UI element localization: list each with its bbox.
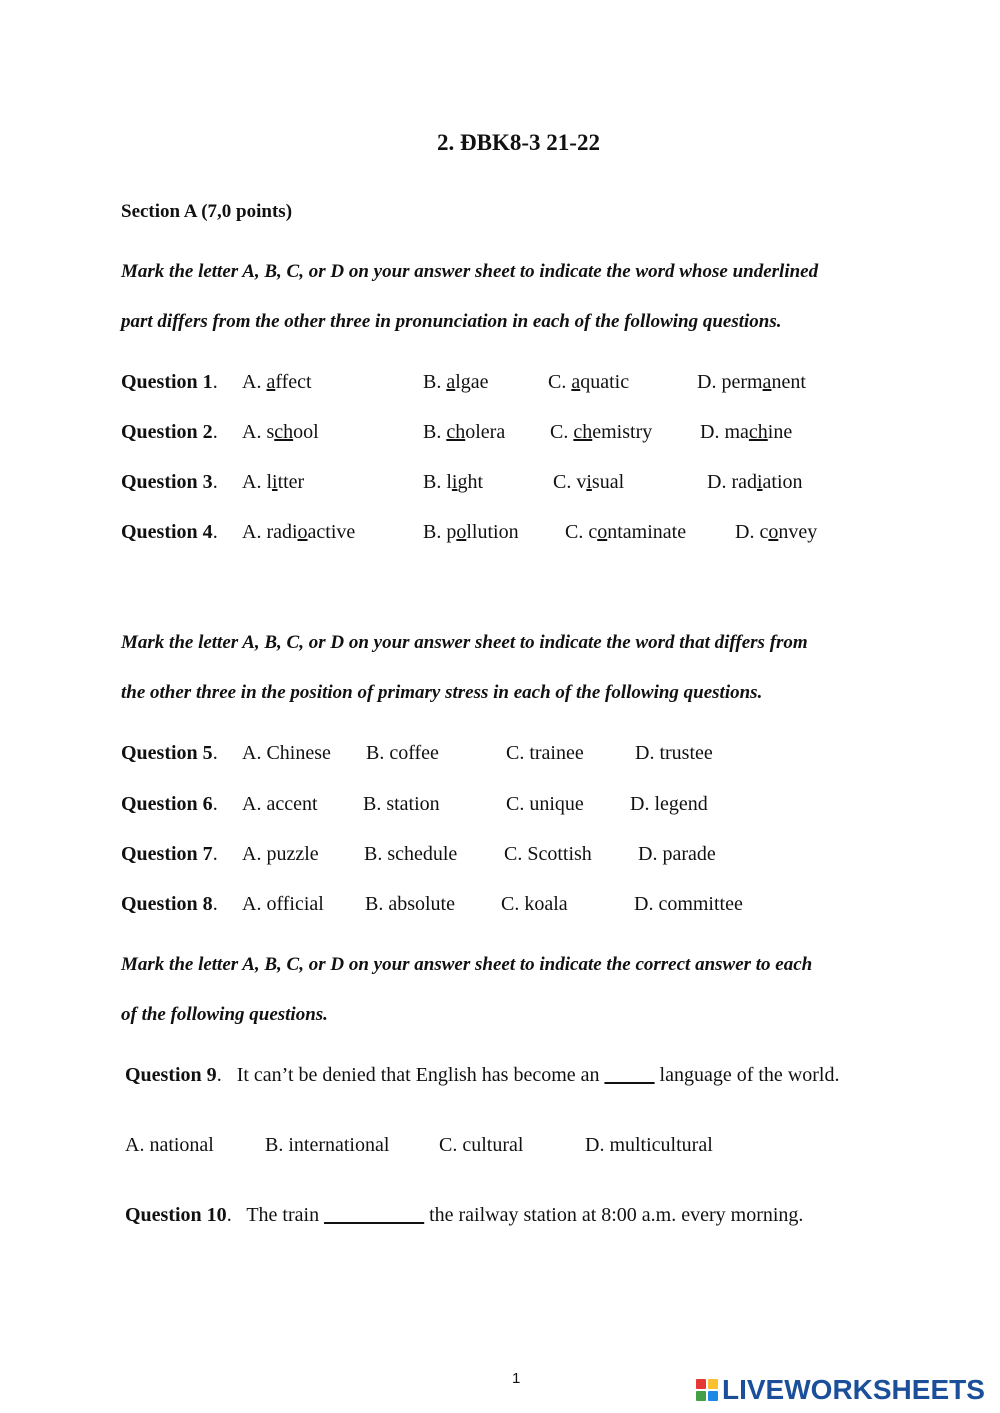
option-b[interactable]: B. international	[265, 1134, 390, 1156]
question-label: Question 6.	[121, 793, 218, 815]
question-label: Question 1.	[121, 371, 218, 393]
option-c[interactable]: C. contaminate	[565, 521, 687, 543]
option-c[interactable]: C. chemistry	[550, 421, 653, 443]
option-b[interactable]: B. coffee	[366, 742, 439, 764]
option-d[interactable]: D. convey	[735, 521, 818, 543]
section-heading: Section A (7,0 points)	[121, 201, 293, 222]
answer-blank: _____	[604, 1064, 655, 1086]
page-title: 2. ĐBK8-3 21-22	[437, 130, 600, 155]
instruction-stress-line-2: the other three in the position of primary stress in each of the following questions.	[121, 682, 763, 703]
instruction-stress-line-1: Mark the letter A, B, C, or D on your answer sheet to indicate the word that differs from	[121, 632, 808, 653]
option-a[interactable]: A. accent	[242, 793, 318, 815]
option-c[interactable]: C. cultural	[439, 1134, 524, 1156]
option-b[interactable]: B. absolute	[365, 893, 455, 915]
option-b[interactable]: B. station	[363, 793, 440, 815]
option-d[interactable]: D. radiation	[707, 471, 803, 493]
option-c[interactable]: C. aquatic	[548, 371, 630, 393]
page-number: 1	[512, 1370, 521, 1387]
option-c[interactable]: C. unique	[506, 793, 584, 815]
option-a[interactable]: A. affect	[242, 371, 312, 393]
option-d[interactable]: D. machine	[700, 421, 793, 443]
question-label: Question 2.	[121, 421, 218, 443]
option-b[interactable]: B. algae	[423, 371, 489, 393]
question-label: Question 5.	[121, 742, 218, 764]
option-a[interactable]: A. official	[242, 893, 324, 915]
option-a[interactable]: A. school	[242, 421, 319, 443]
liveworksheets-icon	[696, 1379, 718, 1401]
option-d[interactable]: D. multicultural	[585, 1134, 713, 1156]
answer-blank: __________	[324, 1204, 425, 1226]
question-stem: Question 10. The train __________ the railway station at 8:00 a.m. every morning.	[125, 1204, 804, 1226]
brand-name: LIVEWORKSHEETS	[722, 1374, 985, 1405]
option-d[interactable]: D. permanent	[697, 371, 806, 393]
option-c[interactable]: C. koala	[501, 893, 568, 915]
question-stem: Question 9. It can’t be denied that English has become an _____ language of the world.	[125, 1064, 840, 1086]
option-b[interactable]: B. cholera	[423, 421, 506, 443]
option-b[interactable]: B. pollution	[423, 521, 519, 543]
option-a[interactable]: A. puzzle	[242, 843, 319, 865]
option-b[interactable]: B. light	[423, 471, 484, 493]
question-label: Question 8.	[121, 893, 218, 915]
question-label: Question 3.	[121, 471, 218, 493]
option-c[interactable]: C. visual	[553, 471, 625, 493]
option-d[interactable]: D. trustee	[635, 742, 713, 764]
question-label: Question 7.	[121, 843, 218, 865]
liveworksheets-logo	[696, 1374, 985, 1406]
option-a[interactable]: A. litter	[242, 471, 305, 493]
option-c[interactable]: C. trainee	[506, 742, 584, 764]
option-a[interactable]: A. national	[125, 1134, 214, 1156]
instruction-correct-line-1: Mark the letter A, B, C, or D on your answer sheet to indicate the correct answer to each	[121, 954, 813, 975]
instruction-pronunciation-line-1: Mark the letter A, B, C, or D on your answer sheet to indicate the word whose underlined	[121, 261, 819, 282]
option-d[interactable]: D. legend	[630, 793, 708, 815]
option-d[interactable]: D. committee	[634, 893, 743, 915]
question-label: Question 4.	[121, 521, 218, 543]
option-a[interactable]: A. Chinese	[242, 742, 331, 764]
option-a[interactable]: A. radioactive	[242, 521, 356, 543]
instruction-pronunciation-line-2: part differs from the other three in pronunciation in each of the following questions.	[121, 311, 782, 332]
option-b[interactable]: B. schedule	[364, 843, 458, 865]
instruction-correct-line-2: of the following questions.	[121, 1004, 328, 1025]
option-d[interactable]: D. parade	[638, 843, 716, 865]
option-c[interactable]: C. Scottish	[504, 843, 592, 865]
